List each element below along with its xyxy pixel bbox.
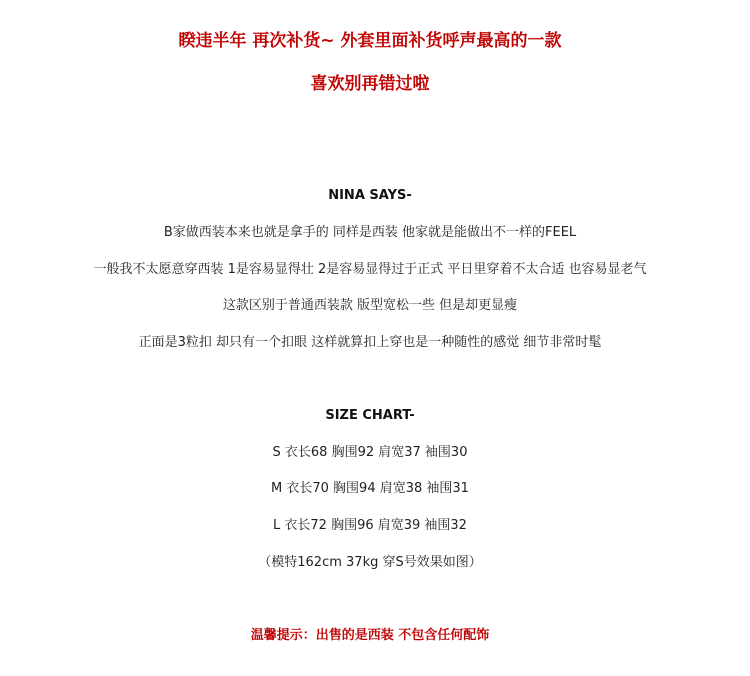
size-row-l: L 衣长72 胸围96 肩宽39 袖围32 [273, 518, 467, 533]
header-title-line2: 喜欢别再错过啦 [310, 74, 430, 94]
nina-says-heading: NINA SAYS- [328, 188, 412, 203]
size-row-s: S 衣长68 胸围92 肩宽37 袖围30 [272, 445, 468, 460]
nina-says-line-4: 正面是3粒扣 却只有一个扣眼 这样就算扣上穿也是一种随性的感觉 细节非常时髦 [138, 335, 602, 350]
model-note: （模特162cm 37kg 穿S号效果如图） [258, 555, 482, 570]
size-chart-heading: SIZE CHART- [325, 408, 415, 423]
nina-says-line-2: 一般我不太愿意穿西装 1是容易显得壮 2是容易显得过于正式 平日里穿着不太合适 也容易显老气 [93, 262, 647, 277]
header-title-line1: 睽违半年 再次补货~ 外套里面补货呼声最高的一款 [178, 31, 562, 51]
size-row-m: M 衣长70 胸围94 肩宽38 袖围31 [271, 481, 469, 496]
nina-says-line-1: B家做西装本来也就是拿手的 同样是西装 他家就是能做出不一样的FEEL [163, 225, 577, 240]
footer-note: 温馨提示：出售的是西装 不包含任何配饰 [250, 628, 490, 643]
nina-says-line-3: 这款区别于普通西装款 版型宽松一些 但是却更显瘦 [222, 298, 518, 313]
